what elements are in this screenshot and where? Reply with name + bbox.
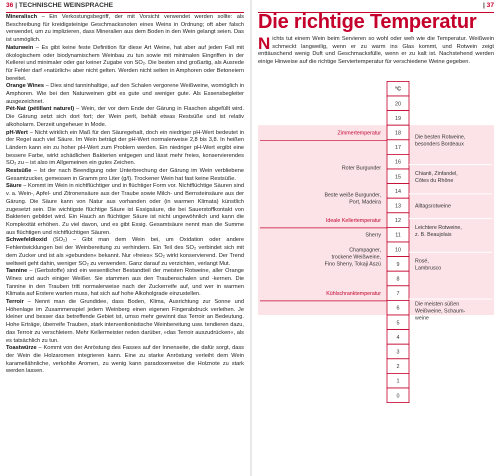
scale-tick-label: 10	[395, 247, 401, 254]
temperature-label-left: Roter Burgunder	[341, 165, 381, 172]
temperature-label-right: Leichtere Rotweine,	[415, 224, 462, 231]
page-number: 37	[486, 2, 494, 9]
glossary-definition: (SO₂) – Gibt man dem Wein bei, um Oxidation oder andere Fehlentwicklungen bei der Weinbereitung zu verhindern. Ein Teil des SO₂ verbindet sich mit dem Zucker und ist als »gebunden« bekannt. Nur »freies« SO₂ wirkt konservierend. Der Trend weltweit geht dahin, weniger SO₂ zu verwenden. Ganz darauf zu verzichten, verlangt Mut.	[6, 237, 244, 267]
scale-tick-label: 14	[395, 188, 401, 195]
temperature-label-right: weine	[415, 315, 429, 322]
scale-tick-label: 15	[395, 174, 401, 181]
temperature-label-right: Die besten Rotweine,	[415, 134, 466, 141]
intro-text: ichts tut einem Wein beim Servieren so wohl oder weh wie die Temperatur. Weißwein schmeckt langweilig, wenn er zu warm ins Glas kommt, und Rotwein zeigt enttäuschend wenig Duft und Geschmacksfülle, wenn er zu kalt ist. Nachstehend werden einige Hinweise auf die richtige Serviertemperatur für verschiedene Weine gegeben.	[258, 36, 494, 65]
scale-tick-label: 12	[395, 218, 401, 225]
section-divider: |	[15, 2, 18, 9]
temperature-label-right: besonders Bordeaux	[415, 141, 464, 148]
temperature-label-left: Champagner,	[349, 247, 381, 254]
scale-tick-label: 3	[396, 349, 400, 356]
glossary-definition: – Nicht wirklich ein Maß für den Säuregehalt, doch ein niedriger pH-Wert bedeutet in der Regel auch viel Säure. Im Wein beträgt der pH-Wert normalerweise 2,8 bis 3,8. In heißen Ländern kann ein zu hoher pH-Wert zum Problem werden. Ein niedriger pH-Wert ergibt eine bessere Farbe, wirkt schädlichen Bakterien entgegen und lässt mehr freies, konservierendes SO₂ zu – ist also im Allgemeinen ein gutes Zeichen.	[6, 129, 244, 167]
temperature-label-right: Die meisten süßen	[415, 301, 460, 308]
scale-tick-label: 17	[395, 145, 401, 152]
temperature-label-left: Ideale Kellertemperatur	[325, 218, 381, 225]
temperature-label-left: Zimmertemperatur	[337, 130, 381, 137]
temperature-label-right: Chianti, Zinfandel,	[415, 170, 458, 177]
glossary-term: Schwefeldioxid	[6, 237, 48, 244]
temperature-label-right: Weißweine, Schaum-	[415, 308, 466, 315]
temperature-label-left: Sherry	[365, 232, 381, 239]
temperature-label-right: z. B. Beaujolais	[415, 231, 452, 238]
glossary-entry	[6, 106, 244, 129]
section-title: TECHNISCHE WEINSPRACHE	[18, 2, 114, 9]
scale-tick-label: 20	[395, 101, 401, 108]
temperature-label-left: trockene Weißweine,	[331, 254, 381, 261]
glossary-term: Naturwein	[6, 44, 34, 51]
temperature-label-right: Rosé,	[415, 258, 429, 265]
temperature-label-right: Alltagsrotweine	[415, 203, 451, 210]
scale-tick-label: 19	[395, 115, 401, 122]
page-title: Die richtige Temperatur	[258, 11, 477, 33]
temperature-label-left: Fino Sherry, Tokaji Aszú	[324, 261, 381, 268]
scale-tick-label: 6	[396, 305, 400, 312]
glossary-term: Pét-Nat (pétillant naturel)	[6, 106, 75, 113]
scale-tick-label: 2	[396, 364, 400, 371]
glossary-term: Orange Wines	[6, 83, 44, 90]
glossary-definition: – Ein Verkostungsbegriff, der mit Vorsicht verwendet werden sollte: als Beschreibung für kreidigsteinige Geschmacksnoten eines Weins in Ordnung; oft aber falsch verwendet, um zu implizieren, dass Mineralien aus dem Boden in den Wein gelangt seien. Das ist unmöglich.	[6, 14, 244, 44]
glossary-entry	[6, 130, 244, 169]
scale-tick-label: 18	[395, 130, 401, 137]
scale-tick-label: 7	[396, 291, 400, 298]
unit-label: °C	[394, 86, 402, 93]
glossary-entry	[6, 168, 244, 183]
scale-tick-label: 16	[395, 159, 401, 166]
glossary-term: Tannine	[6, 268, 28, 275]
glossary-entry	[6, 45, 244, 84]
glossary-entry	[6, 237, 244, 268]
glossary-definition: – Ist der nach Beendigung oder Unterbrechung der Gärung im Wein verbliebene Gesamtzucker, gemessen in Gramm pro Liter (g/l). Trockener Wein hat fast keine Restsüße.	[6, 168, 244, 182]
glossary-definition: – Kommt im Wein in nichtflüchtiger und in flüchtiger Form vor. Nichtflüchtige Säuren sind v. a. Wein-, Apfel- und Zitronensäure aus der Traube sowie Milch- und Bernsteinsäure aus der Gärung. Die Säure kann von Natur aus vorhanden oder (in warmen Klimata) künstlich zugesetzt sein. Die wichtigste flüchtige Säure ist Essigsäure, die bei Sauerstoffkontakt von Bakterien gebildet wird. Ein Hauch an flüchtiger Säure ist nicht ungewöhnlich und kann die Komplexität erhöhen. Zu viel davon, und es gibt Essig. Gesamtsäure nennt man die Summe aus flüchtigen und nichtflüchtigen Säuren.	[6, 183, 244, 236]
glossary-term: pH-Wert	[6, 129, 28, 136]
scale-tick-label: 5	[396, 320, 400, 327]
glossary-entry	[6, 268, 244, 299]
glossary-entries	[6, 14, 244, 376]
glossary-entry	[6, 83, 244, 106]
glossary-term: Mineralisch	[6, 14, 38, 20]
glossary-entry	[6, 183, 244, 237]
temperature-label-right: Côtes du Rhône	[415, 177, 454, 184]
glossary-definition: – Nennt man die Grundidee, dass Boden, Klima, Ausrichtung zur Sonne und Höhenlage im Zusammenspiel jedem Weinberg einen eigenen Fingerabdruck verleihen. Je kleiner und besser das betreffende Gebiet ist, umso mehr gewinnt das Terroir an Bedeutung. Hohe Erträge, überreife Trauben, stark interventionistische Weinbereitung usw. tendieren dazu, das Terroir zu verschleiern. Mehr Kellermeister reden darüber, »das Terroir auszudrücken«, als es tatsächlich zu tun.	[6, 299, 244, 344]
glossary-definition: – Dies sind tanninhaltige, auf den Schalen vergorene Weißweine, womöglich in Amphoren. Wie bei den Naturweinen gibt es gute und weniger gute. Als Essensbegleiter ausgezeichnet.	[6, 83, 244, 105]
scale-tick-label: 11	[395, 232, 401, 239]
white-wine-band	[409, 315, 494, 403]
glossary-term: Restsüße	[6, 168, 32, 175]
scale-tick-label: 8	[396, 276, 400, 283]
glossary-term: Terroir	[6, 299, 24, 306]
glossary-entry	[6, 345, 244, 376]
temperature-thermometer	[252, 0, 500, 476]
red-wine-band	[409, 125, 494, 315]
header-rule	[6, 12, 244, 13]
right-page	[252, 0, 500, 476]
section-divider: |	[482, 2, 485, 9]
glossary-definition: – Wein, der vor dem Ende der Gärung in Flaschen abgefüllt wird. Die Gärung setzt sich dort fort; der Wein perlt, behält etwas Restsüße und ist relativ alkoholarm. Derzeit ungeheuer in Mode.	[6, 106, 244, 128]
temperature-label-left: Beste weiße Burgunder,	[324, 192, 381, 199]
scale-tick-label: 1	[396, 378, 400, 385]
glossary-definition: – (Gerbstoffe) sind ein wesentlicher Bestandteil der meisten Rotweine, aller Orange Wines und auch einiger Weißer. Sie stammen aus den Traubenschalen und -kernen. Die Tannine in den Trauben tritt normalerweise nach der Zuckerreife auf, und wer in warmen Klimata auf Erstere warten muss, hat sich auf hohe Alkoholgrade einzustellen.	[6, 268, 244, 298]
drop-cap: N	[258, 34, 271, 53]
page-number: 36	[6, 2, 14, 9]
scale-tick-label: 13	[395, 203, 401, 210]
scale-tick-label: 9	[396, 261, 400, 268]
scale-tick-label: 4	[396, 334, 400, 341]
temperature-label-right: Lambrusco	[415, 265, 442, 272]
temperature-label-left: Port, Madeira	[349, 199, 381, 206]
glossary-term: Säure	[6, 183, 22, 190]
glossary-definition: – Kommt von der Anröstung des Fasses auf der Innenseite, die dafür sorgt, dass der Wein die Holzaromen integrieren kann. Eine zu starke Anröstung verleiht dem Wein karamellähnliche, verkohlte Aromen, zu wenig kann paradoxerweise die Holznote zu stark werden lassen.	[6, 345, 244, 375]
glossary-term: Toastwürze	[6, 345, 37, 352]
temperature-label-left: Kühlschranktemperatur	[326, 291, 381, 298]
glossary-entry	[6, 299, 244, 345]
scale-tick-label: 0	[396, 393, 400, 400]
page-header-left	[6, 2, 113, 9]
glossary-definition: – Es gibt keine feste Definition für diese Art Weine, hat aber auf jeden Fall mit ökologischem oder biodynamischem Weinbau zu tun sowie mit minimalen Eingriffen in der Kellerei und minimaler oder gar keiner Zugabe von SO₂. Die besten sind großartig, als Ausrede für Fehler darf »natürlich« aber nicht gelten. Werden nicht selten in Amphoren oder Betoneiern bereitet.	[6, 44, 244, 82]
glossary-entry	[6, 14, 244, 45]
